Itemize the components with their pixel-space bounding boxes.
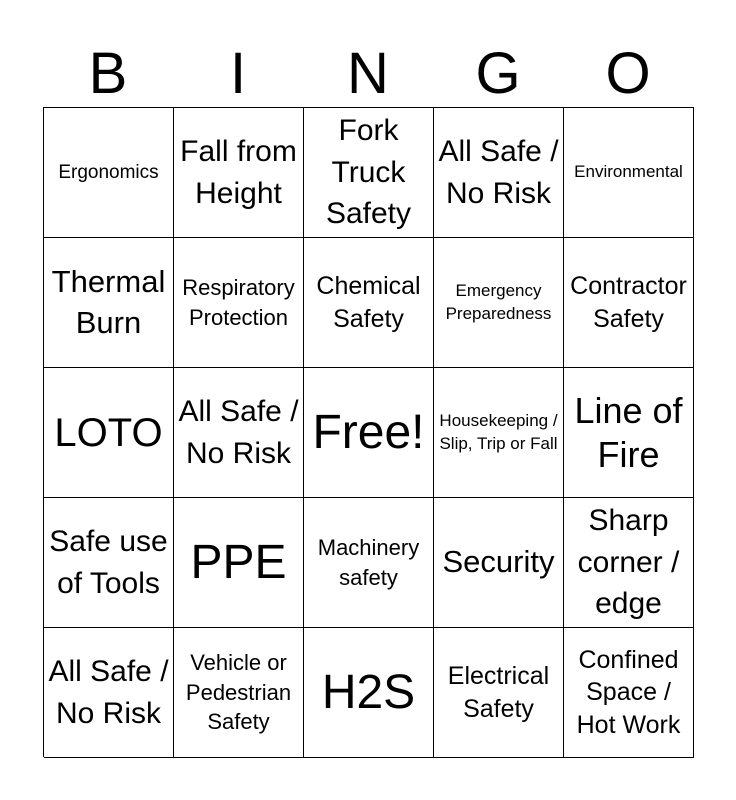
bingo-cell[interactable] (174, 368, 304, 498)
cell-label: Safe use of Tools (49, 525, 168, 600)
cell-label: All Safe / No Risk (438, 135, 559, 210)
bingo-cell[interactable] (174, 238, 304, 368)
header-letter-i: I (229, 41, 247, 106)
cell-label: Environmental (574, 162, 683, 182)
bingo-cell[interactable] (434, 628, 564, 758)
bingo-board (43, 107, 694, 757)
header-letter-g: G (475, 41, 521, 106)
free-space-cell[interactable] (304, 368, 434, 498)
bingo-cell[interactable] (304, 238, 434, 368)
cell-label: Confined Space / Hot Work (576, 645, 681, 739)
cell-label: Fall from Height (180, 135, 297, 210)
cell-label: Ergonomics (58, 161, 159, 183)
cell-label: Line of Fire (574, 390, 683, 475)
bingo-cell[interactable] (564, 108, 694, 238)
bingo-cell[interactable] (434, 108, 564, 238)
bingo-cell[interactable] (564, 498, 694, 628)
bingo-cell[interactable] (434, 498, 564, 628)
cell-label: Fork Truck Safety (325, 114, 412, 231)
bingo-cell[interactable] (304, 498, 434, 628)
cell-label: Vehicle or Pedestrian Safety (185, 649, 292, 735)
cell-label: H2S (321, 665, 416, 719)
bingo-cell[interactable] (44, 108, 174, 238)
cell-label: Machinery safety (317, 534, 420, 590)
header-letter-o: O (605, 41, 651, 106)
bingo-cell[interactable] (44, 368, 174, 498)
bingo-cell[interactable] (44, 628, 174, 758)
bingo-cell[interactable] (564, 238, 694, 368)
cell-label: Housekeeping / Slip, Trip or Fall (439, 411, 558, 453)
cell-label: All Safe / No Risk (48, 655, 169, 730)
bingo-cell[interactable] (44, 238, 174, 368)
bingo-cell[interactable] (434, 238, 564, 368)
header-letter-b: B (88, 41, 128, 106)
bingo-cell[interactable] (564, 628, 694, 758)
cell-label: All Safe / No Risk (178, 395, 299, 470)
cell-label: Security (442, 544, 555, 580)
free-space-label: Free! (312, 405, 425, 459)
bingo-cell[interactable] (174, 108, 304, 238)
header-letter-n: N (347, 41, 389, 106)
bingo-cell[interactable] (434, 368, 564, 498)
cell-label: Emergency Preparedness (445, 280, 552, 323)
cell-label: Electrical Safety (447, 662, 550, 723)
cell-label: LOTO (54, 410, 163, 455)
cell-label: Sharp corner / edge (577, 504, 680, 621)
cell-label: Respiratory Protection (182, 274, 295, 330)
bingo-cell[interactable] (304, 628, 434, 758)
cell-label: Thermal Burn (51, 264, 166, 340)
bingo-cell[interactable] (174, 498, 304, 628)
cell-label: Chemical Safety (316, 272, 421, 333)
bingo-header (43, 40, 693, 108)
cell-label: Contractor Safety (570, 272, 687, 333)
cell-label: PPE (190, 535, 287, 589)
bingo-cell[interactable] (564, 368, 694, 498)
bingo-cell[interactable] (304, 108, 434, 238)
bingo-cell[interactable] (174, 628, 304, 758)
bingo-cell[interactable] (44, 498, 174, 628)
